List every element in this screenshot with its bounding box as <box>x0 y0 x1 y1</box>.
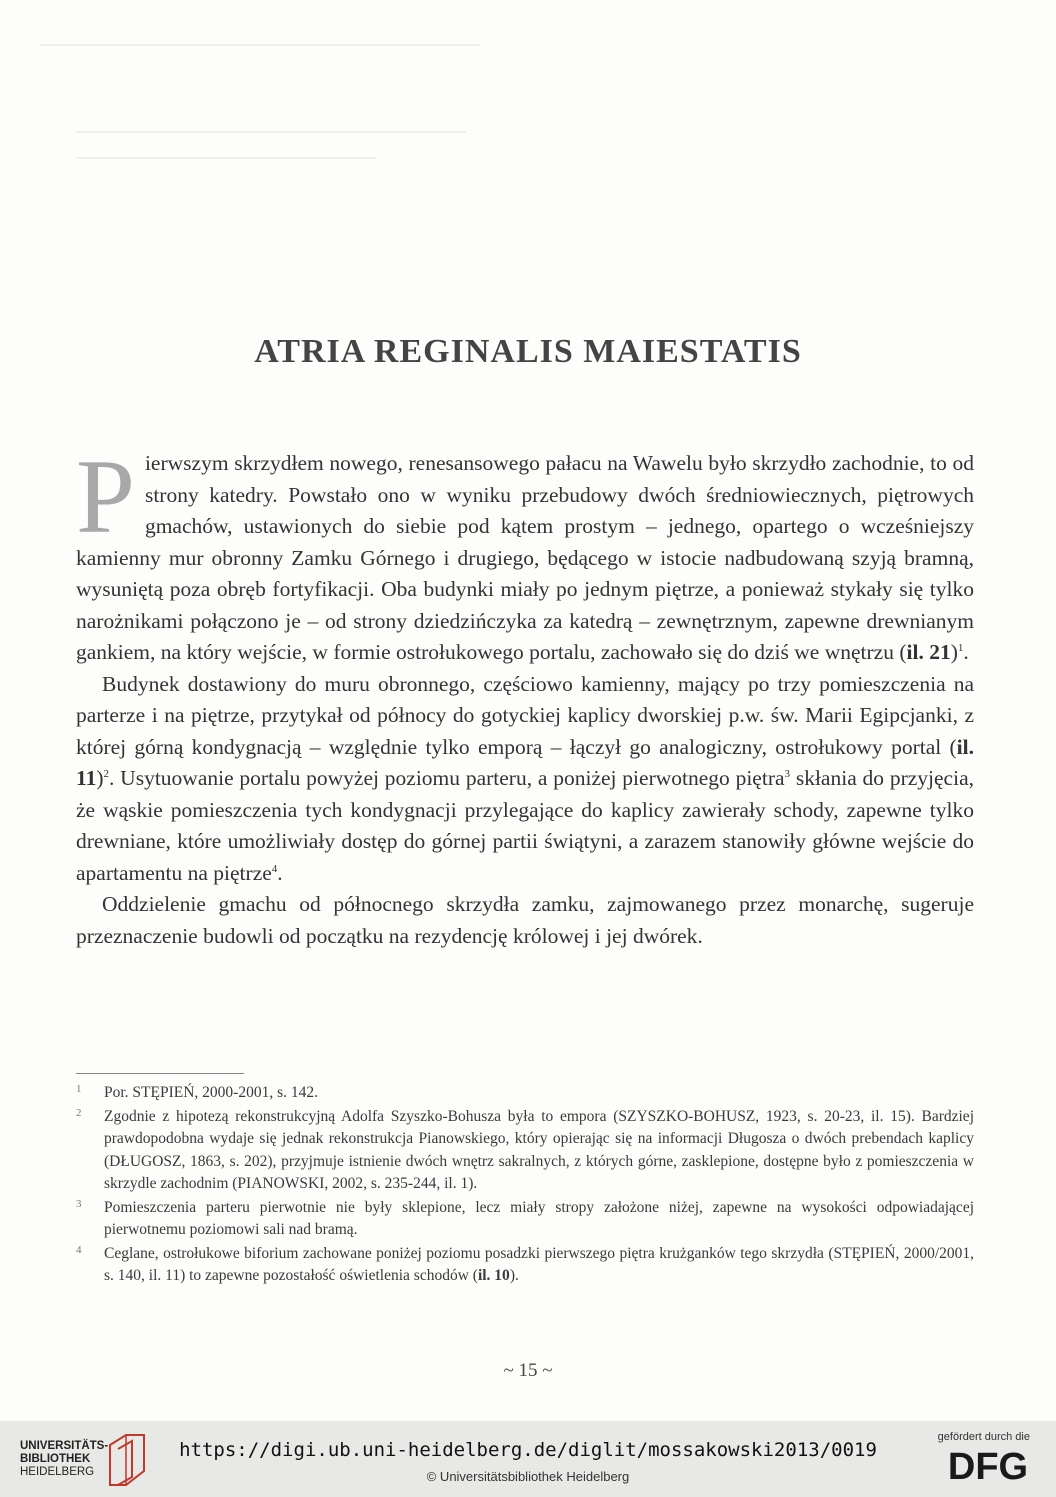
footnotes <box>76 1082 974 1289</box>
page-number: ~ 15 ~ <box>503 1360 553 1381</box>
footnote-3: 3 Pomieszczenia parteru pierwotnie nie były sklepione, lecz miały stropy założone niżej, zapewne na wysokości odpowiadającej pierwotnemu poziomowi sali nad bramą. <box>76 1197 974 1242</box>
footnote-number: 3 <box>76 1197 82 1210</box>
figure-ref: il. 10 <box>477 1267 510 1284</box>
footnote-2: 2 Zgodnie z hipotezą rekonstrukcyjną Adolfa Szyszko-Bohusza była to empora (SZYSZKO-BOHUSZ, 1923, s. 20-23, il. 15). Bardziej prawdopodobna wydaje się jednak rekonstrukcja Pianowskiego, który opierając się na informacji Długosza o dwóch prebendach kaplicy (DŁUGOSZ, 1863, s. 202), przyjmuje istnienie dwóch wnętrz sakralnych, z których górne, zasklepione, dostępne było z pomieszczenia w skrzydle zachodnim (PIANOWSKI, 2002, s. 235-244, il. 1). <box>76 1106 974 1196</box>
footnote-divider <box>76 1073 244 1074</box>
copyright-notice: © Universitätsbibliothek Heidelberg <box>426 1469 630 1484</box>
footnote-number: 4 <box>76 1243 82 1256</box>
paragraph-3: Oddzielenie gmachu od północnego skrzydła zamku, zajmowanego przez monarchę, sugeruje przeznaczenie budowli od początku na rezydencję królowej i jej dwórek. <box>76 892 974 948</box>
funding-caption: gefördert durch die <box>937 1431 1030 1443</box>
footnote-mark: 3 <box>784 768 791 780</box>
paragraph-1: Pierwszym skrzydłem nowego, renesansowego pałacu na Wawelu było skrzydło zachodnie, to od strony katedry. Powstało ono w wyniku przebudowy dwóch średniowiecznych, piętrowych gmachów, ustawionych do siebie pod kątem prostym – jednego, opartego o wcześniejszy kamienny mur obronny Zamku Górnego i drugiego, będącego w istocie nadbudowaną szyją bramną, wysuniętą poza obręb fortyfikacji. Oba budynki miały po jednym piętrze, a ponieważ stykały się tylko narożnikami połączono je – od strony dziedzińczyka za katedrą – zewnętrznym, zapewne drewnianym gankiem, na który wejście, w formie ostrołukowego portalu, zachowało się do dziś we wnętrzu (il. 21)$^1$. <box>76 438 974 664</box>
footnote-4: 4 Ceglane, ostrołukowe biforium zachowane poniżej poziomu posadzki pierwszego piętra krużganków tego skrzydła (STĘPIEŃ, 2000/2001, s. 140, il. 11) to zapewne pozostałość oświetlenia schodów (il. 10). <box>76 1243 974 1288</box>
figure-ref: il. 21 <box>906 640 951 664</box>
show-through-line <box>76 131 466 133</box>
library-name: UNIVERSITÄTS- BIBLIOTHEK HEIDELBERG <box>20 1440 109 1478</box>
permalink-link[interactable]: https://digi.ub.uni-heidelberg.de/diglit/mossakowski2013/0019 <box>179 1439 877 1461</box>
show-through-line <box>76 157 376 159</box>
footnote-mark: 2 <box>103 768 109 780</box>
body-text <box>76 438 974 952</box>
footer-bar <box>0 1421 1056 1497</box>
show-through-line <box>40 44 480 46</box>
footnote-number: 2 <box>76 1106 82 1119</box>
footnote-number: 1 <box>76 1083 82 1095</box>
paragraph-2: Budynek dostawiony do muru obronnego, częściowo kamienny, mający po trzy pomieszczenia na parterze i na piętrze, przytykał od północy do gotyckiej kaplicy dworskiej p.w. św. Marii Egipcjanki, z której górną kondygnacją – względnie tylko emporą – łączył go analogiczny, ostrołukowy portal (il. 11)$^2$. Usytuowanie portalu powyżej poziomu parteru, a poniżej pierwotnego piętra$^3$ skłania do przyjęcia, że wąskie pomieszczenia tych kondygnacji przylegające do kaplicy zawierały schody, zapewne tylko drewniane, które umożliwiały dostęp do górnej partii świątyni, a zarazem stanowiły główne wejście do apartamentu na piętrze$^4$. <box>76 671 974 885</box>
paragraph-1-text: ierwszym skrzydłem nowego, renesansowego pałacu na Wawelu było skrzydło zachodnie, to od strony katedry. Powstało ono w wyniku przebudowy dwóch średniowiecznych, piętrowych gmachów, ustawionych do siebie pod kątem prostym – jednego, opartego o wcześniejszy kamienny mur obronny Zamku Górnego i drugiego, będącego w istocie nadbudowaną szyją bramną, wysuniętą poza obręb fortyfikacji. Oba budynki miały po jednym piętrze, a ponieważ stykały się tylko narożnikami połączono je – od strony dziedzińczyka za katedrą – zewnętrznym, zapewne drewnianym gankiem, na który wejście, w formie ostrołukowego portalu, zachowało się do dziś we wnętrzu ( <box>76 451 974 664</box>
dfg-logo <box>940 1445 1036 1485</box>
dfg-logo-text: DFG <box>947 1446 1029 1485</box>
footnote-1: 1 Por. STĘPIEŃ, 2000-2001, s. 142. <box>76 1082 974 1105</box>
chapter-title: ATRIA REGINALIS MAIESTATIS <box>254 332 802 370</box>
figure-ref: il. 11 <box>76 734 974 790</box>
footnote-mark: 1 <box>957 642 964 654</box>
footnote-mark: 4 <box>271 862 278 875</box>
drop-cap: P <box>76 438 135 555</box>
